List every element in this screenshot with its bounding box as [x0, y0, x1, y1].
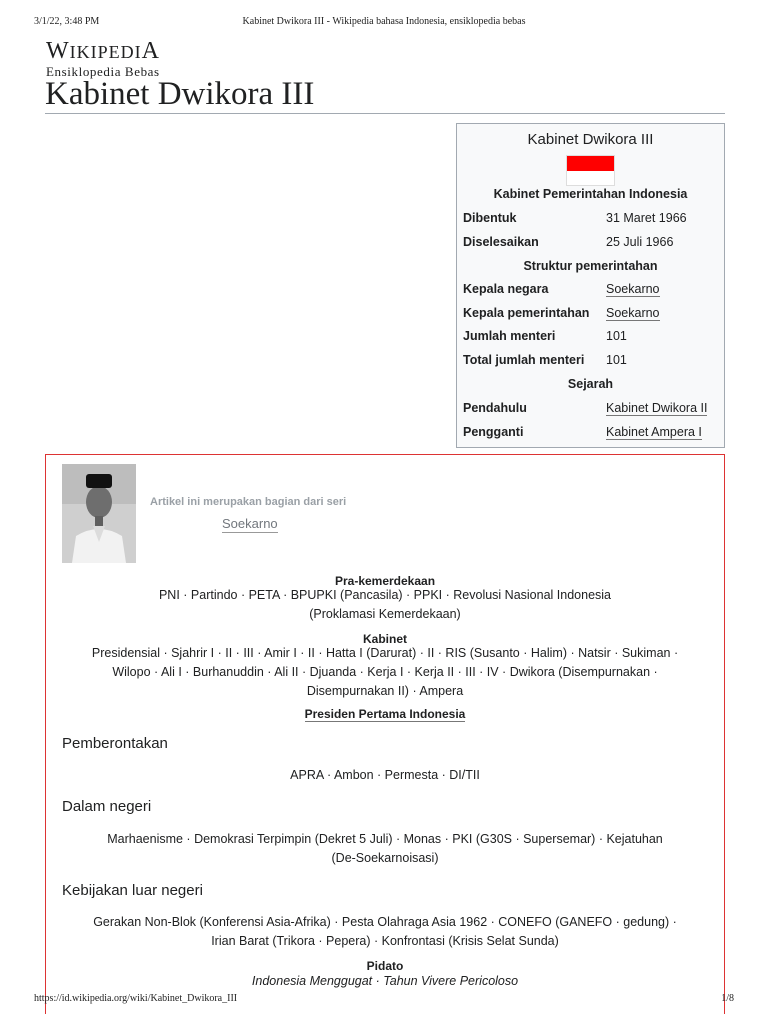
soekarno-series-navbox	[45, 454, 725, 1014]
series-subject-link[interactable]: Soekarno	[222, 516, 278, 531]
pengganti-link[interactable]: Kabinet Ampera I	[606, 425, 702, 439]
kabinet-links[interactable]: Presidensial · Sjahrir I · II · III · Amir I · II · Hatta I (Darurat) · II · RIS (Susanto · Halim) · Natsir · Sukiman · Wilopo · Ali I · Burhanuddin · Ali II · Djuanda · Kerja I · Kerja II · III · IV · Dwikora (Disempurnakan · Disempurnakan II) · Ampera	[91, 646, 679, 698]
pemberontakan-links[interactable]: APRA · Ambon · Permesta · DI/TII	[290, 768, 480, 782]
pemberontakan-heading: Pemberontakan	[62, 735, 168, 752]
presiden-pertama-link[interactable]: Presiden Pertama Indonesia	[304, 707, 466, 721]
print-page-number: 1/8	[721, 993, 734, 1004]
dalam-negeri-links[interactable]: Marhaenisme · Demokrasi Terpimpin (Dekret 5 Juli) · Monas · PKI (G30S · Supersemar) · Kejatuhan (De-Soekarnoisasi)	[107, 832, 663, 865]
infobox-row-kepala-negara: Kepala negara Soekarno	[463, 282, 660, 296]
kabinet-heading: Kabinet	[362, 632, 407, 646]
print-url: https://id.wikipedia.org/wiki/Kabinet_Dwikora_III	[34, 993, 238, 1004]
infobox-title: Kabinet Dwikora III	[527, 131, 654, 148]
soekarno-portrait-image[interactable]	[62, 464, 136, 563]
infobox-row-pengganti: Pengganti Kabinet Ampera I	[463, 425, 702, 439]
dalam-negeri-heading: Dalam negeri	[62, 798, 152, 815]
luar-negeri-links[interactable]: Gerakan Non-Blok (Konferensi Asia-Afrika) · Pesta Olahraga Asia 1962 · CONEFO (GANEFO · gedung) · Irian Barat (Trikora · Pepera) · Konfrontasi (Krisis Selat Sunda)	[93, 915, 677, 948]
infobox-section-struktur: Struktur pemerintahan	[523, 259, 658, 273]
print-page-title: Kabinet Dwikora III - Wikipedia bahasa Indonesia, ensiklopedia bebas	[242, 16, 526, 27]
series-intro-text: Artikel ini merupakan bagian dari seri	[150, 496, 347, 508]
infobox-row-total-menteri: Total jumlah menteri 101	[463, 353, 627, 367]
pra-kemerdekaan-links[interactable]: PNI · Partindo · PETA · BPUPKI (Pancasila) · PPKI · Revolusi Nasional Indonesia (Proklamasi Kemerdekaan)	[158, 588, 612, 621]
kepala-pemerintahan-link[interactable]: Soekarno	[606, 306, 660, 320]
infobox-section-kabinet: Kabinet Pemerintahan Indonesia	[493, 187, 688, 201]
wikipedia-logo[interactable]	[46, 38, 160, 79]
pra-kemerdekaan-heading: Pra-kemerdekaan	[334, 574, 436, 588]
infobox-row-kepala-pemerintahan: Kepala pemerintahan Soekarno	[463, 306, 660, 320]
print-header	[34, 16, 734, 30]
kepala-negara-link[interactable]: Soekarno	[606, 282, 660, 296]
luar-negeri-heading: Kebijakan luar negeri	[62, 882, 203, 899]
infobox-row-pendahulu: Pendahulu Kabinet Dwikora II	[463, 401, 708, 415]
page-title: Kabinet Dwikora III	[45, 76, 315, 112]
logo-tagline: Ensiklopedia Bebas	[46, 64, 160, 79]
indonesia-flag-image	[566, 155, 615, 186]
infobox-section-sejarah: Sejarah	[567, 377, 614, 391]
pidato-links[interactable]: Indonesia Menggugat · Tahun Vivere Pericoloso	[251, 974, 519, 988]
print-footer	[34, 993, 734, 1007]
print-datetime: 3/1/22, 3:48 PM	[34, 16, 100, 27]
infobox	[456, 123, 725, 448]
infobox-row-dibentuk: Dibentuk 31 Maret 1966	[463, 211, 687, 225]
pidato-heading: Pidato	[366, 959, 404, 973]
infobox-row-diselesaikan: Diselesaikan 25 Juli 1966	[463, 235, 674, 249]
pendahulu-link[interactable]: Kabinet Dwikora II	[606, 401, 708, 415]
infobox-row-jumlah-menteri: Jumlah menteri 101	[463, 329, 627, 343]
logo-wordmark: WIKIPEDIA	[46, 38, 160, 64]
title-divider	[45, 113, 725, 114]
